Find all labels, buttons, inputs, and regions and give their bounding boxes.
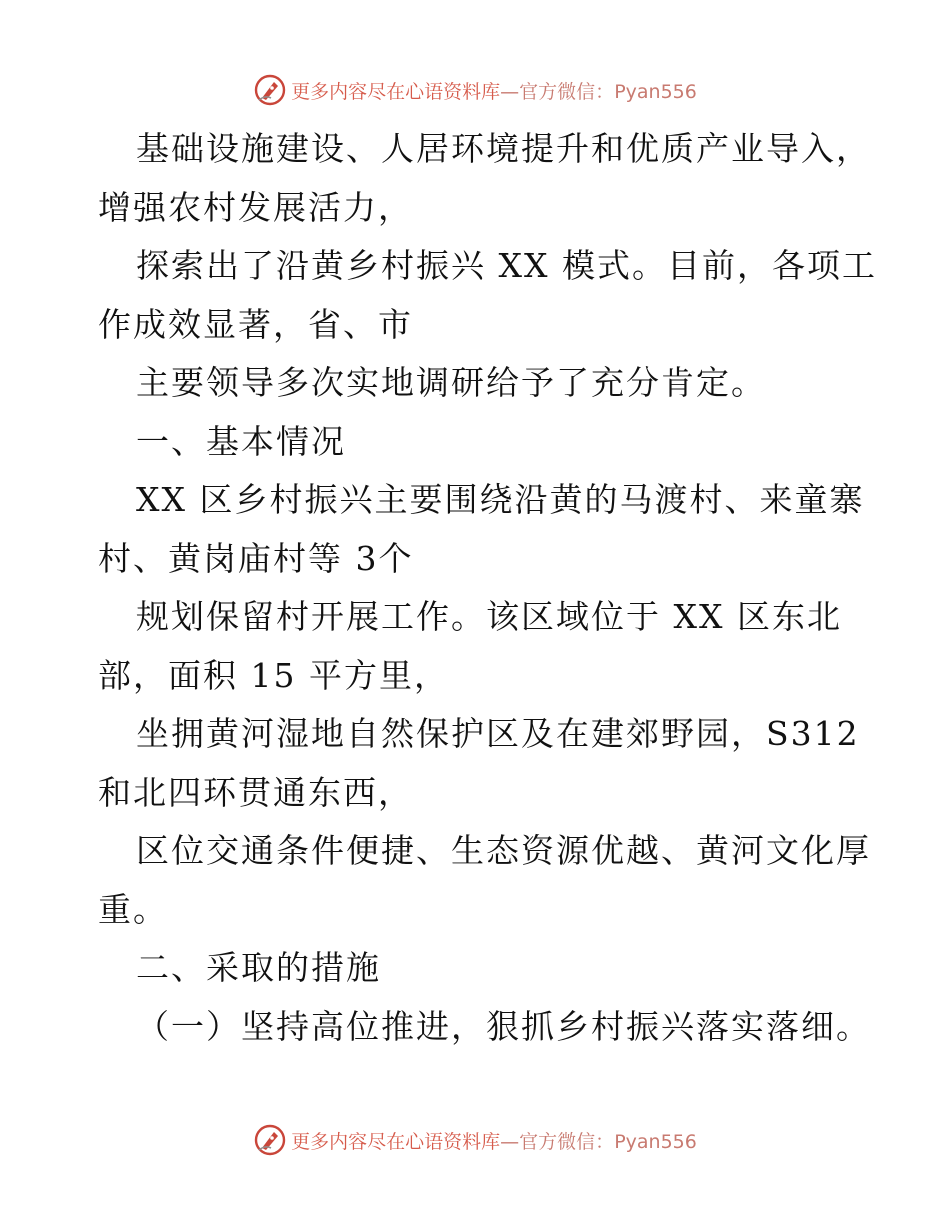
pen-nib-logo-icon — [253, 73, 287, 107]
section-heading: 二、采取的措施 — [136, 948, 381, 987]
body-line: 重。 — [98, 889, 168, 929]
watermark-dash: — — [500, 80, 520, 103]
body-line: 和北四环贯通东西， — [98, 772, 413, 812]
body-line: 探索出了沿黄乡村振兴 XX 模式。目前，各项工 — [136, 246, 877, 285]
body-line: 增强农村发展活力， — [98, 187, 413, 227]
subsection-heading: （一）坚持高位推进，狠抓乡村振兴落实落细。 — [136, 1006, 871, 1046]
body-line: 主要领导多次实地调研给予了充分肯定。 — [136, 363, 766, 402]
watermark-id: Pyan556 — [614, 80, 697, 103]
body-line: 作成效显著，省、市 — [98, 304, 413, 344]
body-line: 村、黄岗庙村等 3个 — [98, 538, 414, 578]
body-line: 区位交通条件便捷、生态资源优越、黄河文化厚 — [136, 831, 871, 870]
watermark-footer — [0, 1120, 950, 1160]
section-heading: 一、基本情况 — [136, 421, 346, 461]
watermark-id: Pyan556 — [614, 1130, 697, 1153]
watermark-text — [291, 77, 697, 104]
watermark-dash: — — [500, 1130, 520, 1153]
watermark-official: 官方微信： — [519, 80, 615, 103]
pen-nib-logo-icon — [253, 1123, 287, 1157]
watermark-site: 更多内容尽在心语资料库 — [291, 80, 501, 103]
watermark-header — [0, 70, 950, 110]
body-line: 坐拥黄河湿地自然保护区及在建郊野园，S312 — [136, 714, 860, 753]
document-body — [98, 120, 877, 1056]
body-line: 部，面积 15 平方里， — [98, 655, 449, 695]
watermark-text — [291, 1127, 697, 1154]
body-line: 基础设施建设、人居环境提升和优质产业导入， — [136, 129, 871, 168]
watermark-official: 官方微信： — [519, 1130, 615, 1153]
body-line: 规划保留村开展工作。该区域位于 XX 区东北 — [136, 597, 842, 636]
watermark-site: 更多内容尽在心语资料库 — [291, 1130, 501, 1153]
body-line: XX 区乡村振兴主要围绕沿黄的马渡村、来童寨 — [136, 480, 865, 519]
